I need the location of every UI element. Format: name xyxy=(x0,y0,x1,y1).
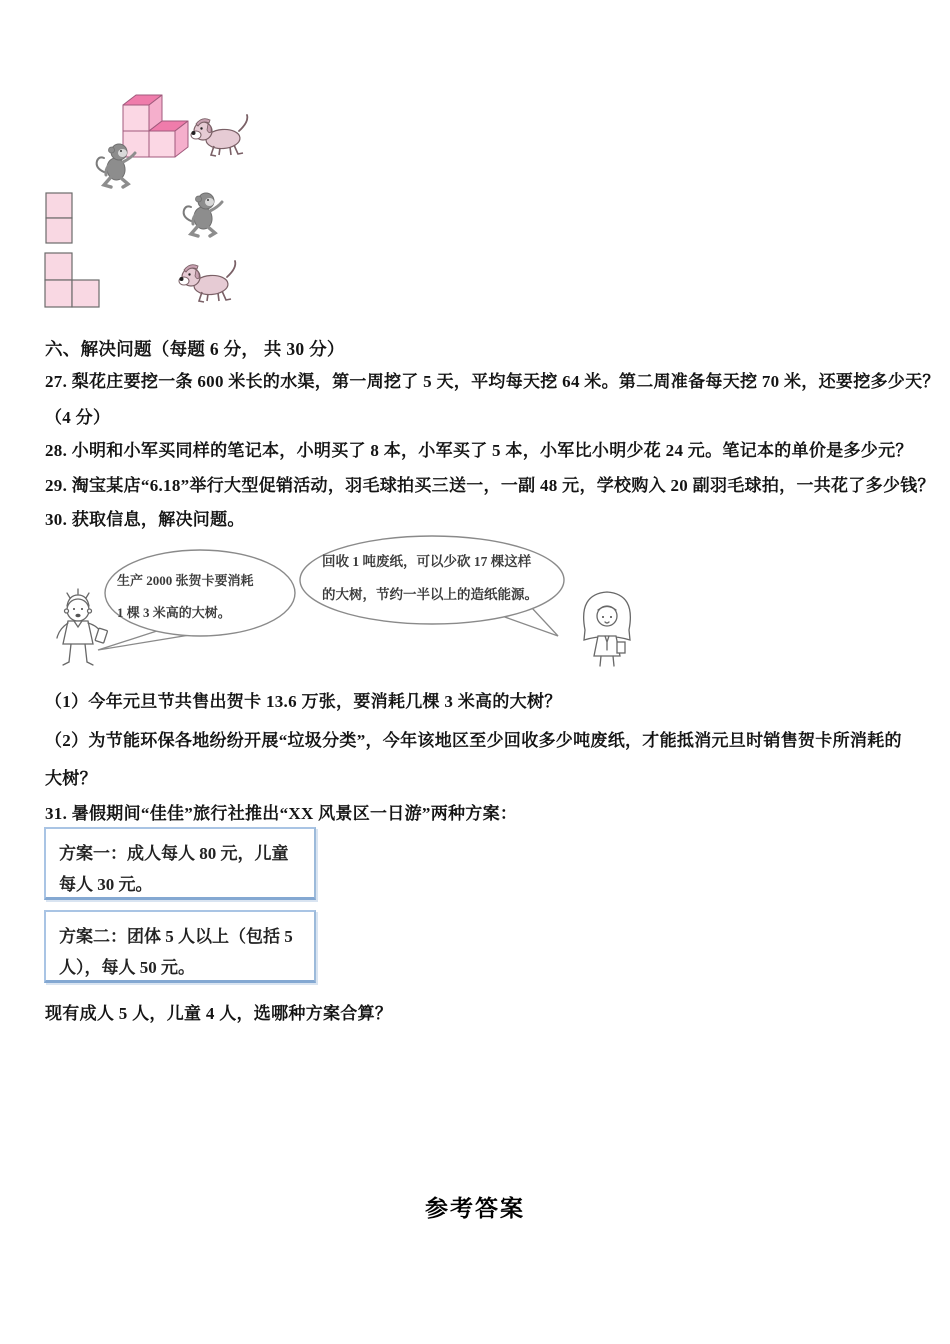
dog-icon xyxy=(191,115,247,156)
question-27: 27. 梨花庄要挖一条 600 米长的水渠，第一周挖了 5 天，平均每天挖 64 米。第二周准备每天挖 70 米，还要挖多少天？ xyxy=(45,372,940,391)
question-30-sub2: （2）为节能环保各地纷纷开展“垃圾分类”，今年该地区至少回收多少吨废纸，才能抵消元旦时销售贺卡所消耗的 xyxy=(45,731,902,750)
girl-icon xyxy=(584,592,631,666)
greeting-card-icon xyxy=(95,628,108,643)
cube-front-face xyxy=(149,131,175,157)
plan-two-box: 方案二：团体 5 人以上（包括 5 人），每人 50 元。 xyxy=(44,910,316,983)
cube-front-face xyxy=(123,105,149,131)
man-icon xyxy=(57,589,108,665)
dog-icon xyxy=(179,261,235,302)
shapes-and-animals-figure xyxy=(40,92,255,314)
cube-block-figure xyxy=(123,95,188,157)
book-icon xyxy=(617,642,625,653)
monkey-icon xyxy=(184,193,222,236)
question-29: 29. 淘宝某店“6.18”举行大型促销活动，羽毛球拍买三送一，一副 48 元，学校购入 20 副羽毛球拍，一共花了多少钱？ xyxy=(45,476,935,495)
question-30-sub2-continued: 大树？ xyxy=(45,769,97,788)
bubble-left-line2: 1 棵 3 米高的大树。 xyxy=(117,605,231,620)
question-27-note: （4 分） xyxy=(45,408,111,427)
bubble-right-line2: 的大树，节约一半以上的造纸能源。 xyxy=(322,587,538,602)
l-shape-figure xyxy=(45,253,99,307)
section-heading: 六、解决问题（每题 6 分， 共 30 分） xyxy=(45,339,345,359)
two-square-shape xyxy=(46,193,72,243)
question-31-final: 现有成人 5 人，儿童 4 人，选哪种方案合算？ xyxy=(45,1004,393,1023)
man-mouth xyxy=(75,614,80,618)
question-28: 28. 小明和小军买同样的笔记本，小明买了 8 本，小军买了 5 本，小军比小明少花 24 元。笔记本的单价是多少元？ xyxy=(45,441,913,460)
answer-section-heading: 参考答案 xyxy=(425,1195,525,1221)
speech-bubble-left-text xyxy=(117,565,254,629)
question-30-sub1: （1）今年元旦节共售出贺卡 13.6 万张，要消耗几棵 3 米高的大树？ xyxy=(45,692,562,711)
bubble-right-line1: 回收 1 吨废纸，可以少砍 17 棵这样 xyxy=(322,554,532,569)
plan-one-box: 方案一：成人每人 80 元，儿童每人 30 元。 xyxy=(44,827,316,900)
question-30: 30. 获取信息，解决问题。 xyxy=(45,510,245,529)
question-31: 31. 暑假期间“佳佳”旅行社推出“XX 风景区一日游”两种方案： xyxy=(45,804,518,823)
bubble-left-line1: 生产 2000 张贺卡要消耗 xyxy=(117,573,254,588)
speech-bubble-right-text xyxy=(322,545,538,611)
